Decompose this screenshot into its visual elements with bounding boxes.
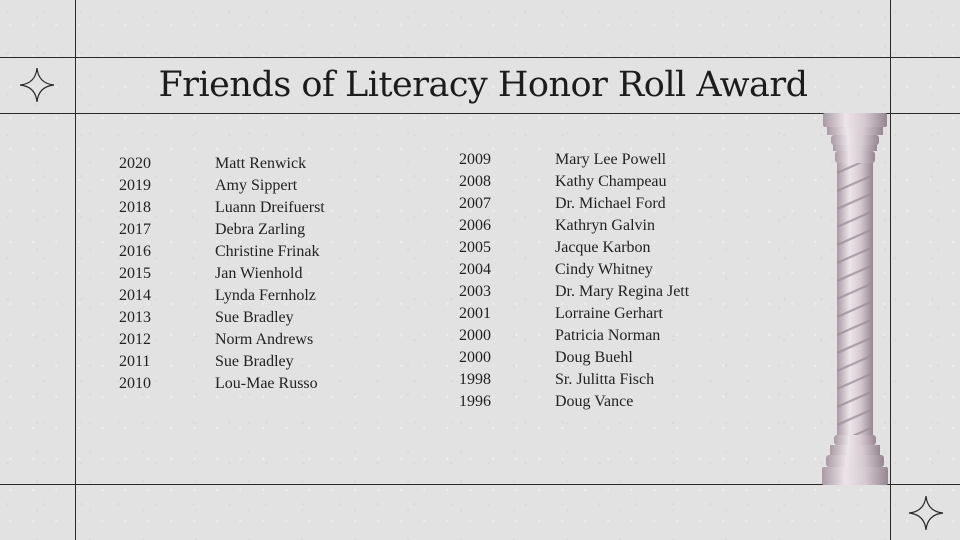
honor-roll-list-left: [119, 153, 325, 395]
honoree-name: Lynda Fernholz: [215, 287, 316, 304]
list-item: [119, 175, 325, 197]
list-item: [119, 241, 325, 263]
page-title: Friends of Literacy Honor Roll Award: [158, 65, 808, 105]
honoree-name: Cindy Whitney: [555, 261, 653, 278]
four-point-star-icon: [908, 495, 944, 531]
honoree-name: Jacque Karbon: [555, 239, 651, 256]
four-point-star-icon: [19, 67, 55, 103]
list-item: [119, 373, 325, 395]
award-year: 2017: [119, 221, 151, 238]
award-year: 2006: [459, 217, 491, 234]
honoree-name: Lou-Mae Russo: [215, 375, 318, 392]
honoree-name: Amy Sippert: [215, 177, 298, 194]
award-year: 2015: [119, 265, 151, 282]
honoree-name: Dr. Michael Ford: [555, 195, 666, 212]
list-item: [459, 171, 689, 193]
list-item: [459, 303, 689, 325]
award-year: 2011: [119, 353, 151, 370]
award-year: 2012: [119, 331, 151, 348]
honoree-name: Sr. Julitta Fisch: [555, 371, 655, 388]
award-year: 2005: [459, 239, 491, 256]
honoree-name: Jan Wienhold: [215, 265, 303, 282]
award-year: 2020: [119, 155, 151, 172]
list-item: [119, 153, 325, 175]
honoree-name: Sue Bradley: [215, 353, 294, 370]
award-year: 2019: [119, 177, 151, 194]
award-year: 2008: [459, 173, 491, 190]
honoree-name: Kathy Champeau: [555, 173, 667, 190]
honoree-name: Mary Lee Powell: [555, 151, 667, 168]
list-item: [459, 391, 689, 413]
list-item: [119, 351, 325, 373]
list-item: [459, 193, 689, 215]
honoree-name: Lorraine Gerhart: [555, 305, 663, 322]
list-item: [459, 369, 689, 391]
honoree-name: Debra Zarling: [215, 221, 306, 238]
honoree-name: Patricia Norman: [555, 327, 661, 344]
list-item: [459, 325, 689, 347]
list-item: [119, 329, 325, 351]
award-year: 2007: [459, 195, 491, 212]
honoree-name: Norm Andrews: [215, 331, 314, 348]
honoree-name: Sue Bradley: [215, 309, 294, 326]
list-item: [119, 197, 325, 219]
award-year: 2001: [459, 305, 491, 322]
list-item: [119, 307, 325, 329]
award-year: 2000: [459, 327, 491, 344]
frame-line-title-bottom: [0, 113, 960, 114]
award-year: 2013: [119, 309, 151, 326]
honoree-name: Matt Renwick: [215, 155, 307, 172]
list-item: [459, 237, 689, 259]
list-item: [459, 259, 689, 281]
award-year: 1998: [459, 371, 491, 388]
award-year: 2014: [119, 287, 151, 304]
award-year: 1996: [459, 393, 491, 410]
award-year: 2018: [119, 199, 151, 216]
honor-roll-list-right: [459, 149, 689, 413]
list-item: [119, 219, 325, 241]
award-year: 2004: [459, 261, 491, 278]
frame-line-bottom: [0, 484, 960, 485]
list-item: [459, 149, 689, 171]
list-item: [459, 215, 689, 237]
list-item: [459, 347, 689, 369]
honoree-name: Doug Buehl: [555, 349, 633, 366]
honoree-name: Kathryn Galvin: [555, 217, 655, 234]
honoree-name: Luann Dreifuerst: [215, 199, 325, 216]
award-year: 2009: [459, 151, 491, 168]
list-item: [459, 281, 689, 303]
honoree-name: Doug Vance: [555, 393, 634, 410]
award-year: 2010: [119, 375, 151, 392]
honoree-name: Dr. Mary Regina Jett: [555, 283, 690, 300]
list-item: [119, 263, 325, 285]
list-item: [119, 285, 325, 307]
column-pillar-image: [818, 113, 892, 485]
honoree-name: Christine Frinak: [215, 243, 320, 260]
award-year: 2000: [459, 349, 491, 366]
award-year: 2016: [119, 243, 151, 260]
award-year: 2003: [459, 283, 491, 300]
